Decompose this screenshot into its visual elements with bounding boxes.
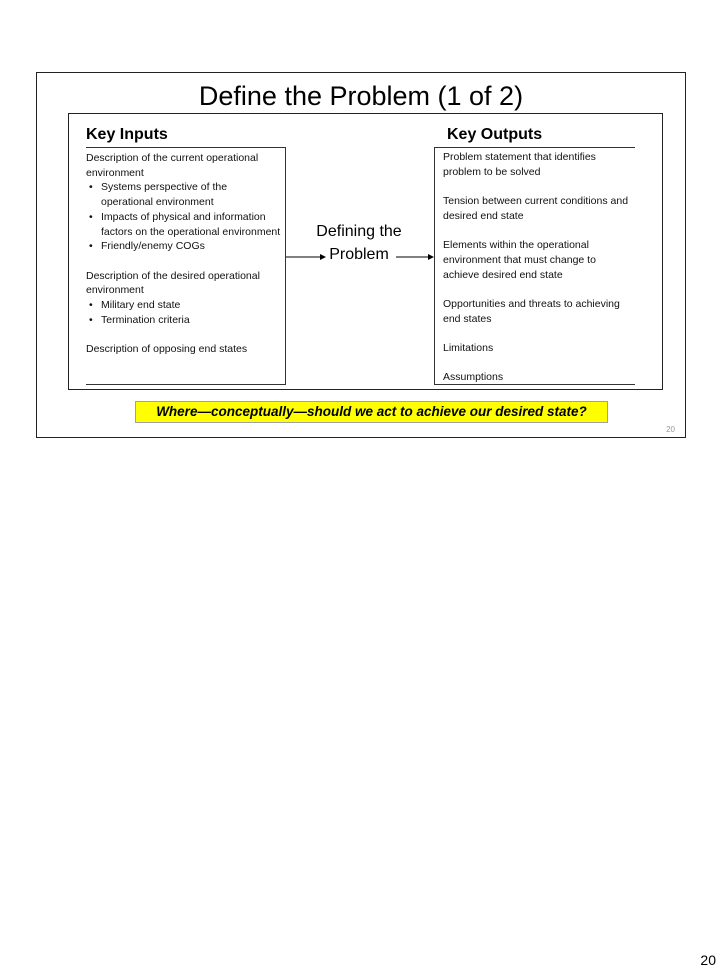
slide-title: Define the Problem (1 of 2) xyxy=(198,81,524,111)
desired-environment-text: Description of the desired operational environment xyxy=(86,269,260,297)
output-item: Problem statement that identifies problem to be solved xyxy=(443,151,596,178)
output-item: Tension between current conditions and desired end state xyxy=(443,195,629,222)
key-outputs-heading: Key Outputs xyxy=(447,126,543,143)
bullet-item: • Systems perspective of the operational environment xyxy=(86,180,281,209)
output-item: Opportunities and threats to achieving end states xyxy=(443,297,620,325)
bullet-item: • Impacts of physical and information factors on the operational environment xyxy=(86,210,281,239)
bullet-item: • Military end state xyxy=(86,298,281,313)
key-outputs-box xyxy=(434,147,635,385)
bullet-item: • Termination criteria xyxy=(86,313,281,328)
desired-environment-bullets xyxy=(86,298,281,327)
current-environment-bullets xyxy=(86,180,281,254)
slide xyxy=(36,72,686,438)
current-environment-text: Description of the current operational environment xyxy=(86,152,259,179)
diagram-frame xyxy=(68,113,663,390)
bullet-item: • Friendly/enemy COGs xyxy=(86,239,281,254)
slide-number: 20 xyxy=(666,425,675,434)
output-item: Assumptions xyxy=(443,371,504,384)
opposing-end-states-text: Description of opposing end states xyxy=(86,343,248,356)
page-number: 20 xyxy=(700,952,716,968)
output-item: Limitations xyxy=(443,342,494,355)
defining-the-problem-label: Defining the Problem xyxy=(316,223,402,263)
output-item: Elements within the operational environment that must change to achieve desired end state xyxy=(443,239,596,281)
key-inputs-box xyxy=(86,147,286,385)
right-arrow-icon xyxy=(396,252,436,262)
key-inputs-heading: Key Inputs xyxy=(86,126,168,143)
key-question-banner: Where—conceptually—should we act to achieve our desired state? xyxy=(135,401,608,423)
